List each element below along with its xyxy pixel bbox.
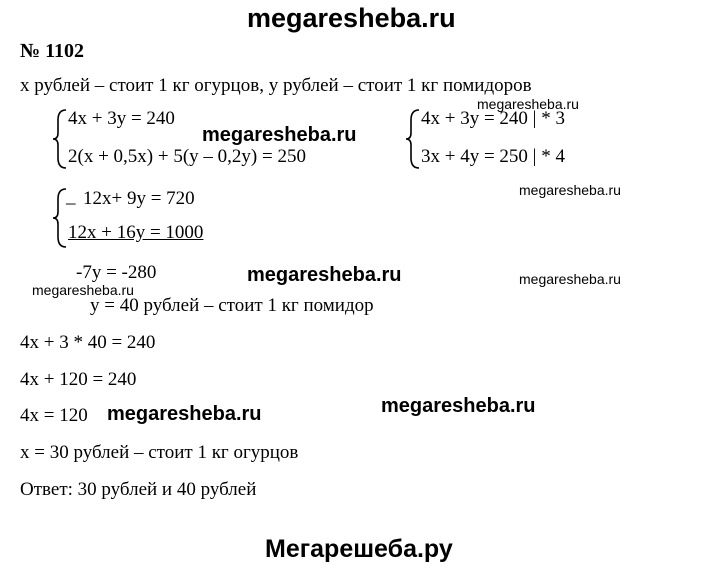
problem-number: № 1102: [20, 40, 84, 62]
system1-eq1: 4x + 3y = 240: [68, 108, 175, 129]
watermark-small: megaresheba.ru: [519, 182, 621, 198]
footer-site-title: Мегарешеба.ру: [265, 535, 453, 563]
solution-line-2: y = 40 рублей – стоит 1 кг помидор: [90, 295, 374, 316]
watermark-small: megaresheba.ru: [519, 271, 621, 287]
answer-line: Ответ: 30 рублей и 40 рублей: [20, 479, 257, 500]
solution-line-6: x = 30 рублей – стоит 1 кг огурцов: [20, 442, 299, 463]
watermark-big: megaresheba.ru: [247, 264, 402, 286]
brace-system-1: [52, 108, 68, 170]
solution-line-1: -7y = -280: [76, 262, 157, 283]
watermark-big: megaresheba.ru: [381, 395, 536, 417]
header-site-title: megaresheba.ru: [247, 3, 456, 33]
watermark-small: megaresheba.ru: [477, 96, 579, 112]
system2-eq2: 3x + 4y = 250 | * 4: [421, 146, 565, 167]
system3-eq1: 12x+ 9y = 720: [83, 188, 195, 209]
system3-eq2: 12x + 16y = 1000: [68, 222, 204, 243]
watermark-big: megaresheba.ru: [202, 124, 357, 146]
system2-eq1: 4x + 3y = 240 | * 3: [421, 108, 565, 129]
problem-intro: x рублей – стоит 1 кг огурцов, y рублей – стоит 1 кг помидоров: [20, 75, 532, 96]
watermark-big: megaresheba.ru: [107, 403, 262, 425]
watermark-small: megaresheba.ru: [32, 282, 134, 298]
solution-line-3: 4x + 3 * 40 = 240: [20, 332, 156, 353]
system1-eq2: 2(x + 0,5x) + 5(y – 0,2y) = 250: [68, 146, 306, 167]
solution-line-4: 4x + 120 = 240: [20, 369, 137, 390]
system3-minus-sign: _: [66, 186, 76, 207]
brace-system-2: [405, 108, 421, 170]
solution-line-5: 4x = 120: [20, 405, 88, 426]
